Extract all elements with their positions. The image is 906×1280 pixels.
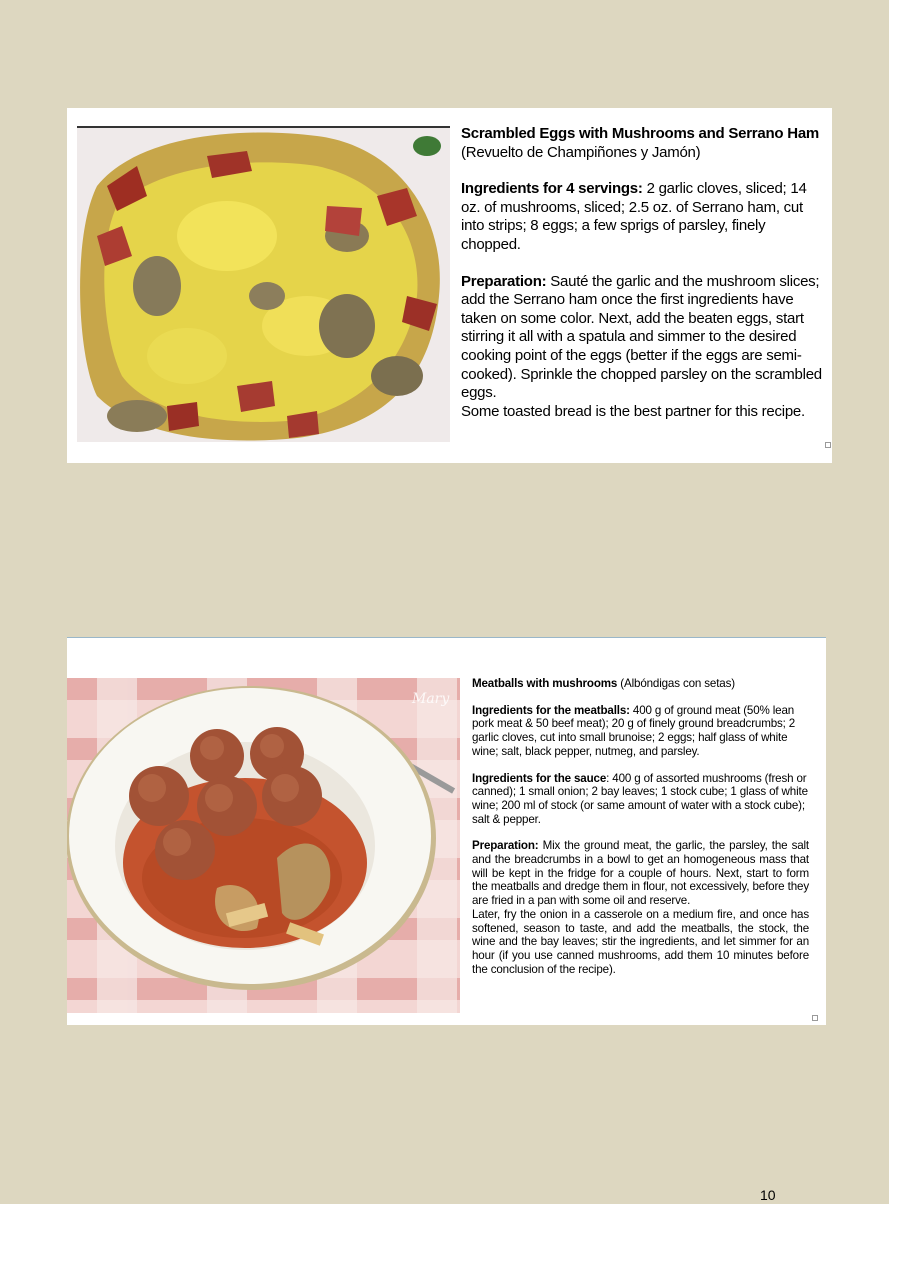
scrambled-eggs-photo bbox=[77, 126, 450, 442]
meatballs-ingredients-paragraph: Ingredients for the meatballs: 400 g of ground meat (50% lean pork meat & 50 beef meat); 20 g of finely ground breadcrumbs; 2 garlic cloves, cut into small brunoise; 2 eggs; half glass of white wine; salt, black pepper, nutmeg, and parsley. bbox=[472, 703, 796, 758]
recipe-card-meatballs bbox=[67, 637, 826, 1025]
resize-handle-marker bbox=[825, 442, 831, 448]
closing-paragraph: Some toasted bread is the best partner for this recipe. bbox=[461, 402, 805, 420]
page-number: 10 bbox=[760, 1187, 776, 1203]
recipe-card-scrambled-eggs bbox=[67, 108, 832, 463]
meatballs-photo bbox=[67, 678, 460, 1013]
photo-watermark: Mary bbox=[412, 691, 450, 707]
preparation-paragraph: Preparation: Sauté the garlic and the mushroom slices; add the Serrano ham once the first ingredients have taken on some color. Next, add the beaten eggs, start stirring it all with a spatula and simmer to the desired cooking point of the eggs (better if the eggs are semi-cooked). Sprinkle the chopped parsley on the scrambled eggs. bbox=[461, 272, 822, 402]
ingredients-paragraph: Ingredients for 4 servings: 2 garlic cloves, sliced; 14 oz. of mushrooms, sliced; 2.5 oz. of Serrano ham, cut into strips; 8 eggs; a few sprigs of parsley, finely chopped. bbox=[461, 180, 807, 253]
preparation-paragraph: Preparation: Mix the ground meat, the garlic, the parsley, the salt and the breadcrumbs in a bowl to get an homogeneous mass that will be kept in the fridge for a couple of hours. Next, start to form the meatballs and dredge them in flour, not excessively, before they are fried in a pan with some oil and reserve. bbox=[472, 839, 810, 908]
recipe-title: Meatballs with mushrooms (Albóndigas con setas) bbox=[472, 677, 735, 690]
resize-handle-marker bbox=[812, 1015, 818, 1021]
scrambled-eggs-text bbox=[461, 125, 823, 421]
sauce-ingredients-paragraph: Ingredients for the sauce: 400 g of assorted mushrooms (fresh or canned); 1 small onion; 2 bay leaves; 1 stock cube; 1 glass of white wine; 200 ml of stock (or same amount of water with a stock cube); salt & pepper. bbox=[472, 771, 808, 826]
scrambled-eggs-illustration bbox=[77, 126, 450, 442]
recipe-title: Scrambled Eggs with Mushrooms and Serrano Ham (Revuelto de Champiñones y Jamón) bbox=[461, 125, 819, 161]
meatballs-illustration bbox=[67, 678, 460, 1013]
preparation-paragraph-continued: Later, fry the onion in a casserole on a medium fire, and once has softened, season to taste, and add the meatballs, the stock, the wine and the bay leaves; stir the ingredients, and let simmer for an hour (if you use canned mushrooms, add them 10 minutes before the conclusion of the recipe). bbox=[472, 907, 809, 976]
meatballs-text bbox=[472, 677, 809, 976]
